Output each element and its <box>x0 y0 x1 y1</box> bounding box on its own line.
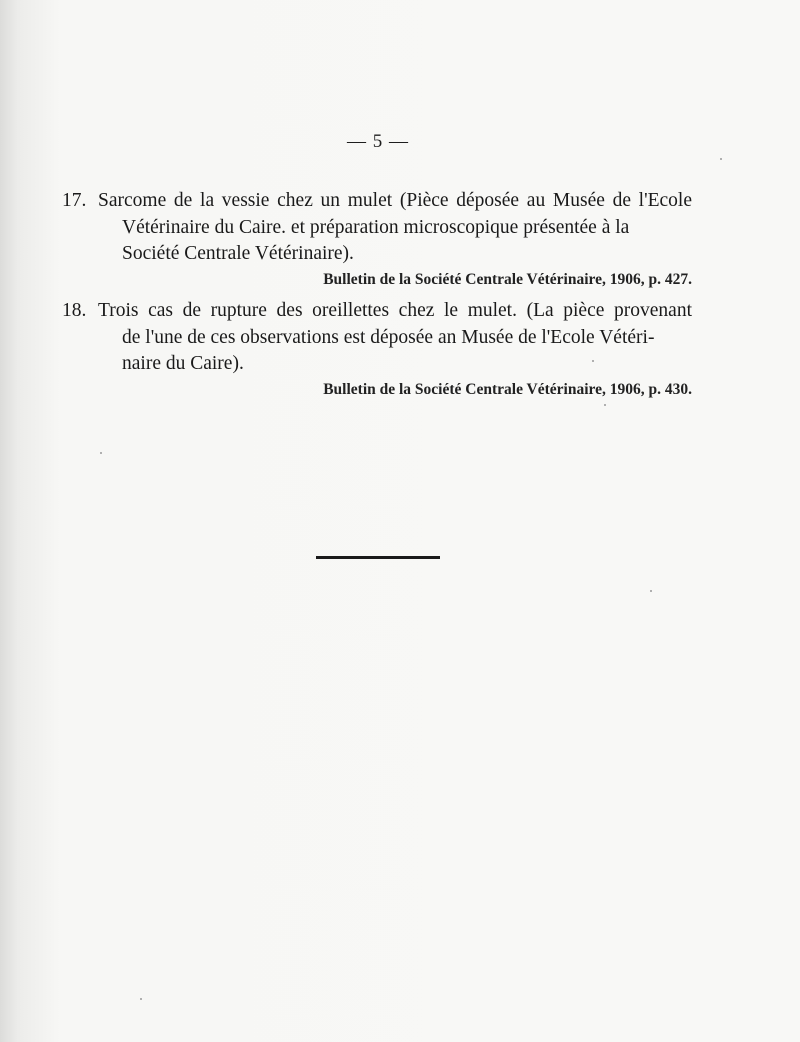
entry-first-line <box>62 188 692 215</box>
entry-citation: Bulletin de la Société Centrale Vétérinaire, 1906, p. 427. <box>323 270 692 288</box>
paper-speck <box>720 158 722 160</box>
paper-speck <box>100 452 102 454</box>
page-number: — 5 — <box>347 131 409 152</box>
entry-first-line <box>62 298 692 325</box>
entry-citation: Bulletin de la Société Centrale Vétérinaire, 1906, p. 430. <box>323 380 692 398</box>
entry-text-line: naire du Caire). <box>122 353 244 374</box>
entry-number: 17. <box>62 190 87 211</box>
paper-speck <box>140 998 142 1000</box>
entry-number: 18. <box>62 300 87 321</box>
entry-text-line: de l'une de ces observations est déposée an Musée de l'Ecole Vétéri- <box>122 326 655 348</box>
entry-text-line: Sarcome de la vessie chez un mulet (Pièce déposée au Musée de l'Ecole <box>98 190 692 211</box>
paper-speck <box>650 590 652 592</box>
paper-speck <box>604 404 606 406</box>
bibliography-entry-18 <box>62 298 692 401</box>
paper-speck <box>592 360 594 362</box>
entry-text-line: Société Centrale Vétérinaire). <box>122 243 354 264</box>
entry-text-line: Vétérinaire du Caire. et préparation microscopique présentée à la <box>122 216 630 238</box>
entry-text-line: Trois cas de rupture des oreillettes chez le mulet. (La pièce provenant <box>98 300 692 321</box>
bibliography-entry-17 <box>62 188 692 291</box>
closing-rule <box>316 556 440 559</box>
